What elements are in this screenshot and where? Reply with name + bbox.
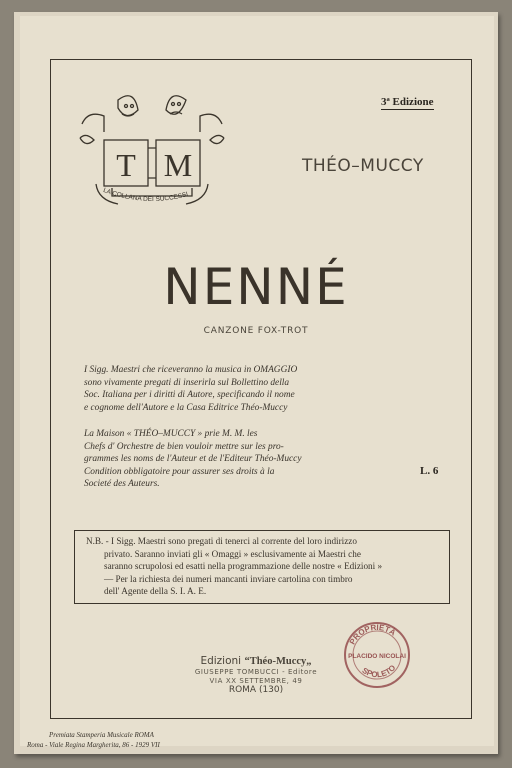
publisher-prefix: Edizioni [200, 655, 242, 667]
tm-logo [78, 88, 226, 208]
french-notice [84, 428, 366, 491]
french-notice-line: La Maison « THÉO–MUCCY » prie M. M. les [84, 429, 258, 439]
french-notice-line: Chefs d' Orchestre de bien vouloir mettre sur les pro- [84, 441, 284, 452]
french-notice-line: Condition obbligatoire pour assurer ses droits à la [84, 466, 275, 477]
italian-notice-line: I Sigg. Maestri che riceveranno la musica in OMAGGIO [84, 365, 298, 375]
french-notice-line: Societé des Auteurs. [84, 479, 160, 489]
italian-notice-line: sono vivamente pregati di inserirla sul Bollettino della [84, 377, 290, 388]
edition-label: 3ª Edizione [381, 96, 434, 108]
price-label: L. 6 [420, 465, 439, 477]
nb-notice-line: saranno scrupolosi ed esatti nella programmazione delle nostre « Edizioni » [104, 561, 383, 571]
song-genre: CANZONE FOX-TROT [203, 326, 309, 336]
nb-notice [86, 535, 442, 598]
nb-notice-line: dell' Agente della S. I. A. E. [104, 586, 207, 596]
logo-motto: LA COLLANA DEI SUCCESSI [102, 186, 189, 204]
italian-notice-line: e cognome dell'Autore e la Casa Editrice Théo-Muccy [84, 402, 288, 413]
publisher-brand: “Théo-Muccy„ [244, 656, 312, 667]
song-title: NENNÉ [163, 258, 349, 316]
publisher-street: VIA XX SETTEMBRE, 49 [209, 677, 303, 685]
stamp-bottom-text: SPOLETO [360, 663, 398, 680]
publisher-name [0, 655, 512, 667]
nb-notice-line: — Per la richiesta dei numeri mancanti inviare cartolina con timbro [104, 573, 353, 584]
nb-notice-line: privato. Saranno inviati gli « Omaggi » esclusivamente ai Maestri che [104, 548, 361, 559]
logo-letter-m: M [163, 147, 193, 183]
french-notice-line: grammes les noms de l'Auteur et de l'Editeur Théo-Muccy [84, 454, 302, 464]
printer-line-1: Premiata Stamperia Musicale ROMA [49, 731, 154, 739]
composer-name: THÉO–MUCCY [302, 156, 424, 176]
italian-notice [84, 364, 366, 414]
ownership-stamp [342, 620, 412, 690]
nb-notice-line: N.B. - I Sigg. Maestri sono pregati di tenerci al corrente del loro indirizzo [86, 536, 357, 546]
italian-notice-line: Soc. Italiana per i diritti di Autore, specificando il nome [84, 390, 295, 400]
stamp-top-text: PROPRIETÀ [347, 622, 398, 647]
publisher-editor: GIUSEPPE TOMBUCCI - Editore [194, 668, 318, 676]
stamp-middle-text: PLACIDO NICOLAI [348, 653, 406, 660]
printer-line-2: Roma - Viale Regina Margherita, 86 - 1929 VII [27, 741, 160, 749]
publisher-city: ROMA (130) [228, 685, 284, 695]
logo-letter-t: T [116, 147, 136, 183]
